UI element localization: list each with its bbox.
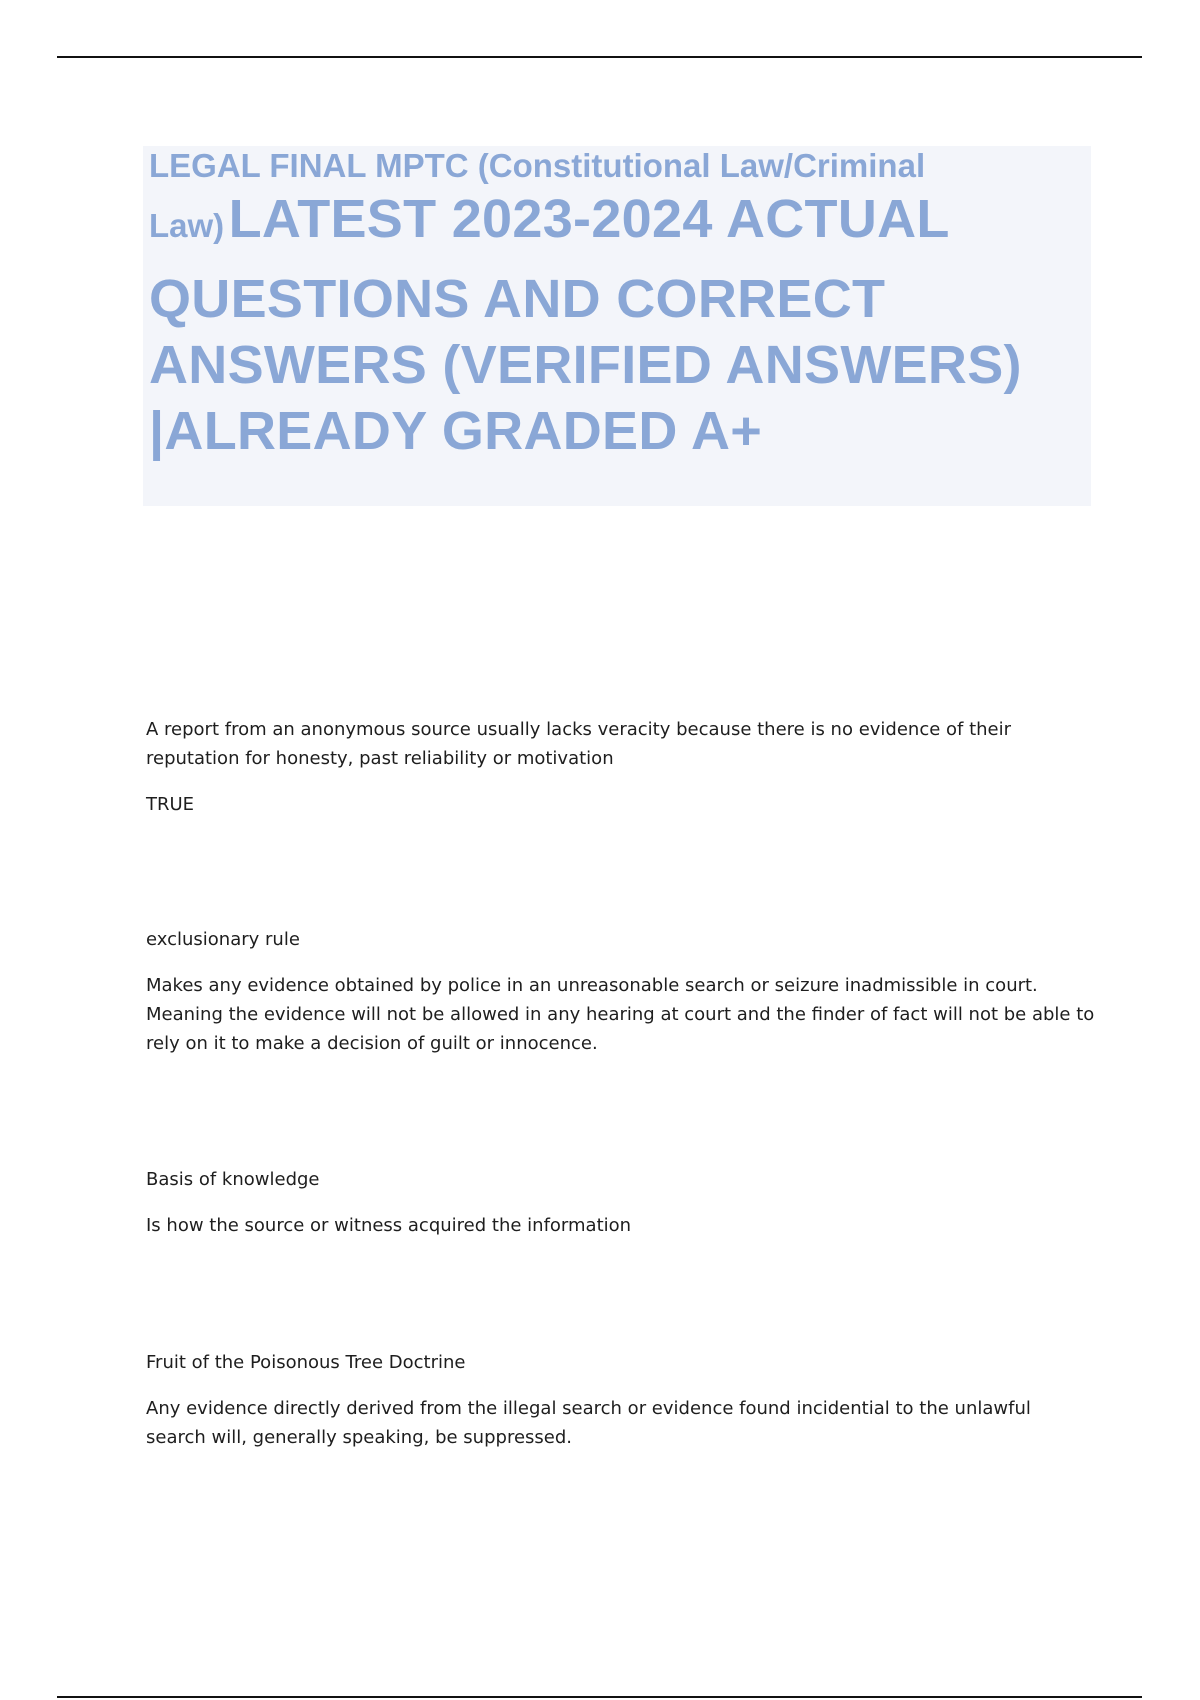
qa-question: Fruit of the Poisonous Tree Doctrine (146, 1352, 466, 1373)
qa-answer: Any evidence directly derived from the illegal search or evidence found incidential to the unlawful search will, generally speaking, be suppressed. (146, 1398, 1031, 1448)
title-line-1: LEGAL FINAL MPTC (Constitutional Law/Criminal (149, 147, 926, 184)
footer-rule (57, 1696, 1142, 1698)
title-line-2-small: Law) (149, 207, 225, 244)
qa-item-3 (146, 1165, 1096, 1240)
qa-question: Basis of knowledge (146, 1169, 320, 1190)
title-line-5: |ALREADY GRADED A+ (149, 401, 763, 461)
title-line-2 (149, 186, 1085, 266)
qa-question: A report from an anonymous source usually lacks veracity because there is no evidence of their reputation for honesty, past reliability or motivation (146, 719, 1012, 769)
qa-item-1 (146, 715, 1096, 819)
title-line-3: QUESTIONS AND CORRECT (149, 269, 886, 329)
title-line-4: ANSWERS (VERIFIED ANSWERS) (149, 335, 1022, 395)
title-line-2-big: LATEST 2023-2024 ACTUAL (228, 189, 950, 249)
qa-answer: TRUE (146, 794, 195, 815)
header-rule (57, 56, 1142, 58)
qa-question: exclusionary rule (146, 929, 300, 950)
qa-answer: Is how the source or witness acquired the information (146, 1215, 632, 1236)
qa-item-4 (146, 1348, 1096, 1452)
qa-item-2 (146, 925, 1096, 1058)
document-title-block (143, 146, 1091, 506)
qa-answer: Makes any evidence obtained by police in an unreasonable search or seizure inadmissible in court. Meaning the evidence will not be allowed in any hearing at court and the finder of fact will not be able to rely on it to make a decision of guilt or innocence. (146, 975, 1095, 1054)
